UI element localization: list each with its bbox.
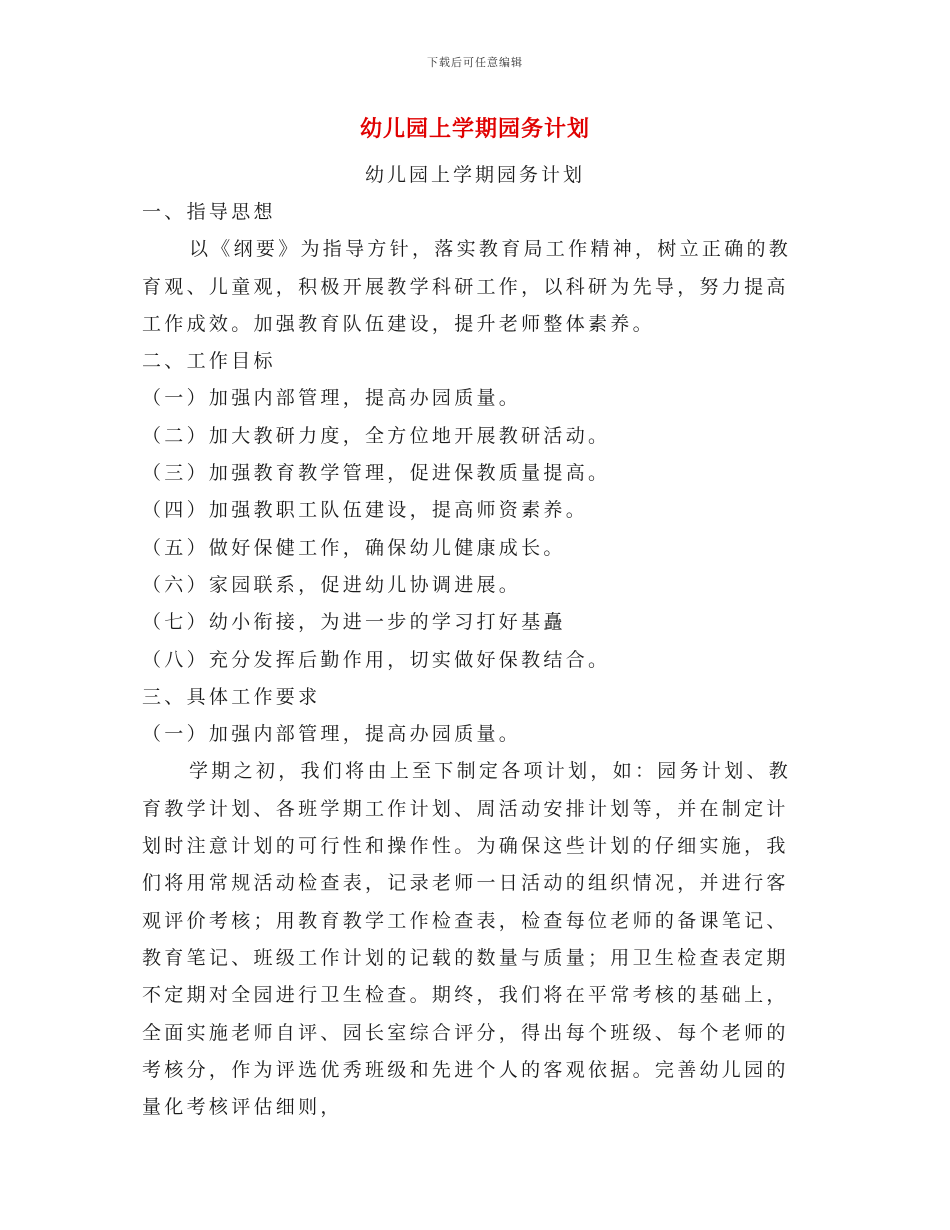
goal-item: （三）加强教育教学管理，促进保教质量提高。: [142, 462, 611, 485]
paragraph-internal-management: 学期之初，我们将由上至下制定各项计划，如：园务计划、教育教学计划、各班学期工作计划、周活动安排计划等，并在制定计划时注意计划的可行性和操作性。为确保这些计划的仔细实施，我们将用常规活动检查表，记录老师一日活动的组织情况，并进行客观评价考核；用教育教学工作检查表，检查每位老师的备课笔记、教育笔记、班级工作计划的记载的数量与质量；用卫生检查表定期不定期对全园进行卫生检查。期终，我们将在平常考核的基础上，全面实施老师自评、园长室综合评分，得出每个班级、每个老师的考核分，作为评选优秀班级和先进个人的客观依据。完善幼儿园的量化考核评估细则，: [142, 760, 792, 1119]
goal-item: （八）充分发挥后勤作用，切实做好保教结合。: [142, 648, 611, 671]
section-heading-work-goals: 二、工作目标: [142, 350, 276, 373]
goal-item: （二）加大教研力度，全方位地开展教研活动。: [142, 424, 611, 447]
goal-item: （七）幼小衔接，为进一步的学习打好基矗: [142, 611, 566, 634]
document-body: [142, 194, 802, 1126]
section-heading-specific-requirements: 三、具体工作要求: [142, 685, 321, 708]
goal-item: （一）加强内部管理，提高办园质量。: [142, 387, 522, 410]
requirement-subheading: （一）加强内部管理，提高办园质量。: [142, 723, 522, 746]
goal-item: （五）做好保健工作，确保幼儿健康成长。: [142, 536, 566, 559]
goal-item: （六）家园联系，促进幼儿协调进展。: [142, 573, 522, 596]
paragraph-guiding-ideology: 以《纲要》为指导方针，落实教育局工作精神，树立正确的教育观、儿童观，积极开展教学科研工作，以科研为先导，努力提高工作成效。加强教育队伍建设，提升老师整体素养。: [142, 238, 792, 335]
document-subtitle: 幼儿园上学期园务计划: [364, 164, 585, 186]
document-title: 幼儿园上学期园务计划: [359, 116, 590, 142]
goal-item: （四）加强教职工队伍建设，提高师资素养。: [142, 499, 589, 522]
section-heading-guiding-ideology: 一、指导思想: [142, 201, 276, 223]
page-header-note: 下载后可任意编辑: [427, 56, 523, 69]
